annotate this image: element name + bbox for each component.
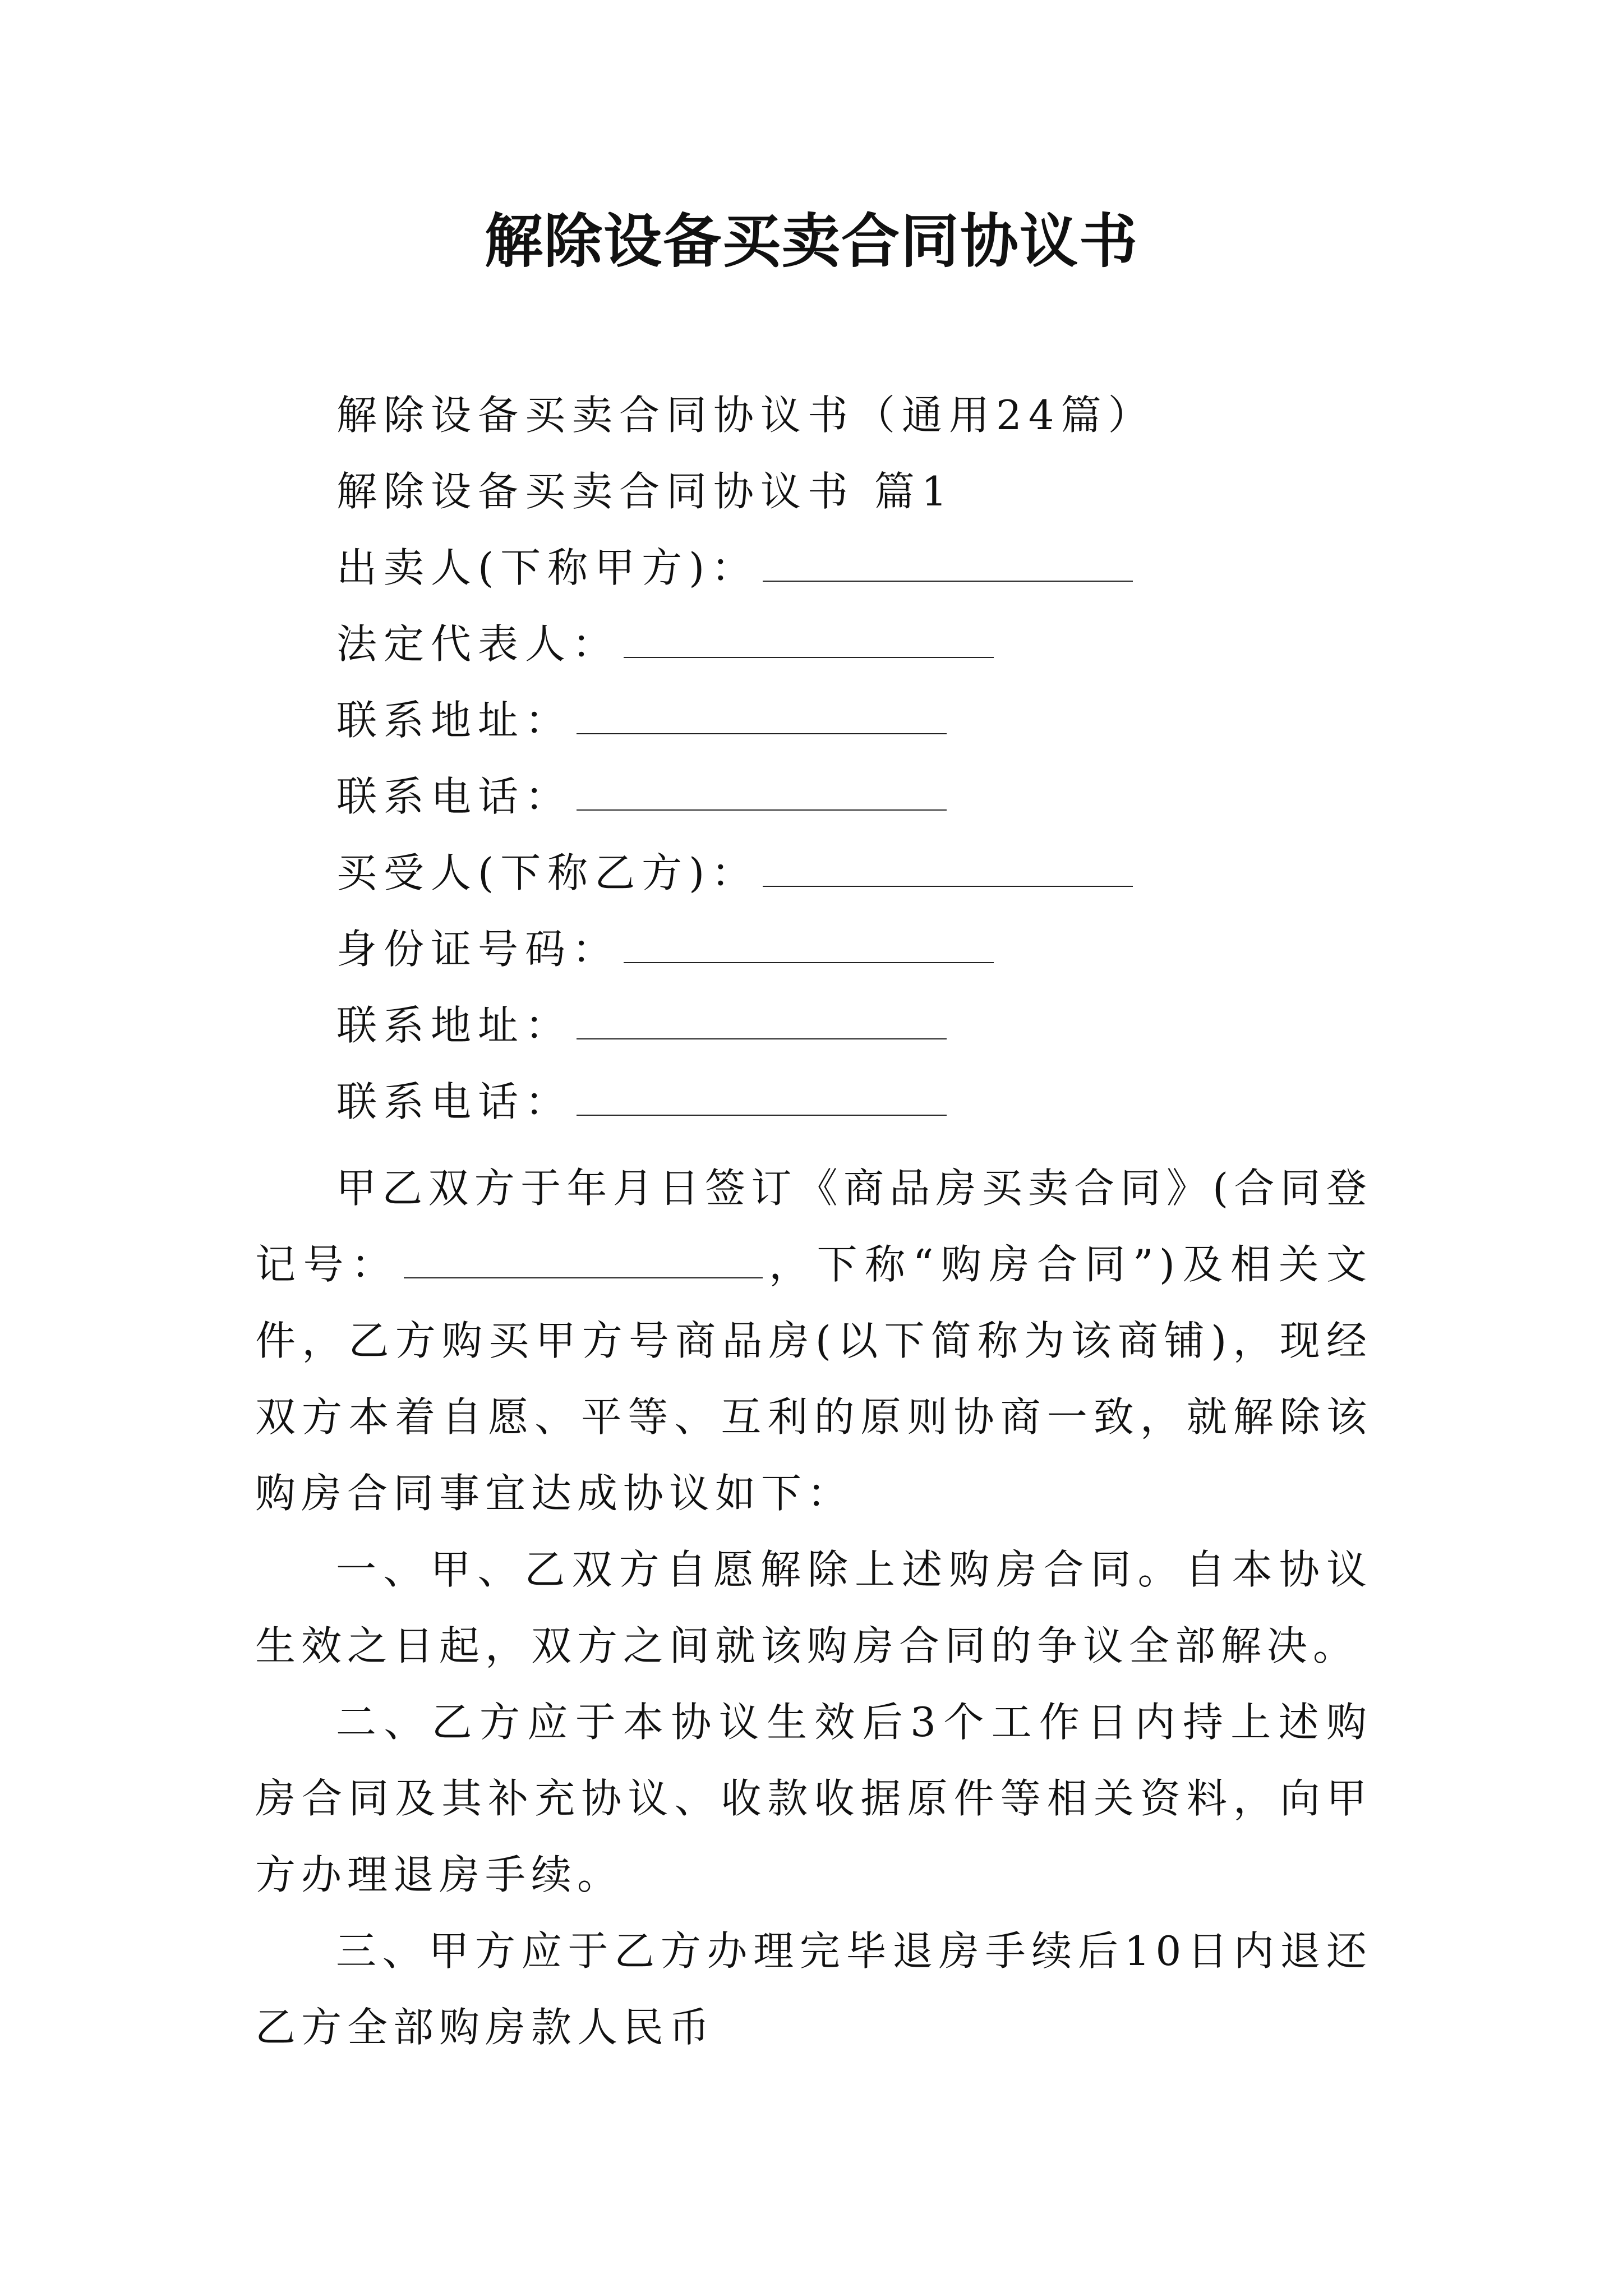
field-label: 买受人(下称乙方)： [336, 849, 759, 896]
field-label: 联系地址： [336, 1002, 573, 1049]
fill-in-blank[interactable] [763, 546, 1133, 582]
field-buyer-address [336, 997, 947, 1053]
clause-2: 二、乙方应于本协议生效后3个工作日内持上述购房合同及其补充协议、收款收据原件等相关资料，向甲方办理退房手续。 [255, 1699, 1372, 1898]
fill-in-blank[interactable] [577, 698, 947, 734]
field-id-number [336, 921, 994, 977]
document-title: 解除设备买卖合同协议书 [484, 207, 1138, 275]
registration-number-blank[interactable] [404, 1244, 763, 1278]
clause-1: 一、甲、乙双方自愿解除上述购房合同。自本协议生效之日起，双方之间就该购房合同的争议全部解决。 [255, 1546, 1372, 1669]
fill-in-blank[interactable] [763, 851, 1133, 887]
field-seller-address [336, 692, 947, 748]
fill-in-blank[interactable] [577, 775, 947, 811]
field-buyer-phone [336, 1074, 947, 1130]
document-subtitle [336, 387, 1155, 443]
field-label: 出卖人(下称甲方)： [336, 544, 759, 591]
field-seller-phone [336, 769, 947, 825]
field-label: 联系电话： [336, 773, 573, 820]
field-label: 联系电话： [336, 1078, 573, 1125]
field-label: 联系地址： [336, 697, 573, 744]
section-heading-text: 解除设备买卖合同协议书 篇1 [336, 468, 954, 515]
intro-text-b: ，下称“购房合同”)及相关文件，乙方购买甲方号商品房(以下简称为该商铺)，现经双方本着自愿、平等、互利的原则协商一致，就解除该购房合同事宜达成协议如下： [255, 1241, 1372, 1517]
intro-paragraph [255, 1150, 1372, 1531]
field-seller [336, 540, 1133, 596]
fill-in-blank[interactable] [624, 927, 994, 963]
fill-in-blank[interactable] [577, 1080, 947, 1116]
clause-3: 三、甲方应于乙方办理完毕退房手续后10日内退还乙方全部购房款人民币 [255, 1927, 1372, 2051]
section-heading [336, 463, 954, 519]
subtitle-text: 解除设备买卖合同协议书（通用24篇） [336, 392, 1155, 439]
fill-in-blank[interactable] [624, 622, 994, 658]
field-legal-representative [336, 616, 994, 672]
field-label: 身份证号码： [336, 926, 620, 973]
fill-in-blank[interactable] [577, 1004, 947, 1039]
field-label: 法定代表人： [336, 620, 620, 668]
intro-text-a: 甲乙双方于年月日签订《商品房买卖合同》(合同登记号： [255, 1165, 1372, 1288]
field-buyer [336, 845, 1133, 901]
